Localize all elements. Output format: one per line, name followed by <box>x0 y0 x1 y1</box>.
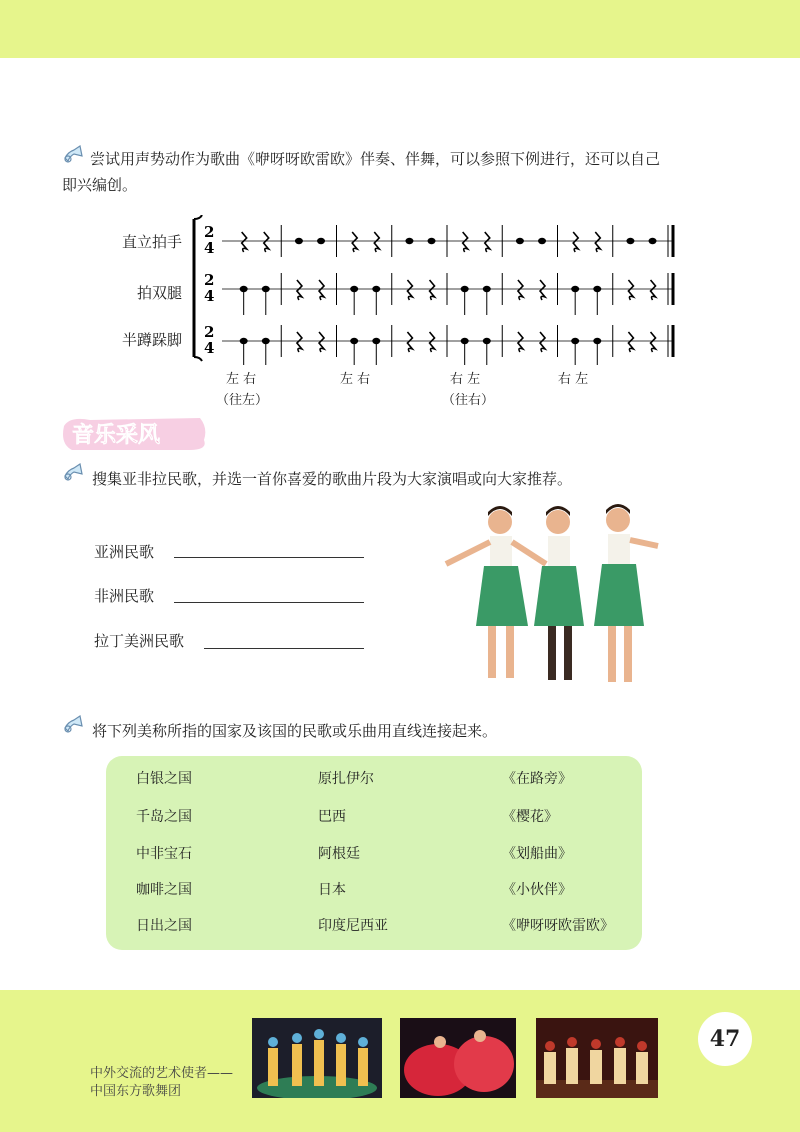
rest-mark <box>540 332 545 352</box>
time-sig-top-1: 2 <box>204 223 215 241</box>
singers-photo <box>436 502 662 694</box>
foot-label-3: 右 左 <box>450 372 481 387</box>
nickname-item[interactable]: 中非宝石 <box>136 846 192 862</box>
field-line-africa[interactable] <box>174 602 364 603</box>
nickname-item[interactable]: 日出之国 <box>136 918 192 934</box>
song-item[interactable]: 《划船曲》 <box>502 846 572 862</box>
rest-mark <box>297 332 302 352</box>
foot-label-2: 左 右 <box>340 372 371 387</box>
nickname-item[interactable]: 咖啡之国 <box>136 882 192 898</box>
section-title-banner <box>60 414 210 454</box>
country-item[interactable]: 阿根廷 <box>318 846 360 862</box>
horn-icon <box>62 142 84 164</box>
field-line-asia[interactable] <box>174 557 364 558</box>
time-sig-bottom-3: 4 <box>204 339 215 357</box>
task2-text: 搜集亚非拉民歌，并选一首你喜爱的歌曲片段为大家演唱或向大家推荐。 <box>92 470 573 488</box>
rest-mark <box>651 280 656 300</box>
field-label-asia: 亚洲民歌 <box>94 543 155 561</box>
rest-mark <box>319 332 324 352</box>
note-head <box>317 238 325 244</box>
rest-mark <box>628 332 633 352</box>
score-row-label-stomp: 半蹲跺脚 <box>121 331 182 349</box>
song-item[interactable]: 《咿呀呀欧雷欧》 <box>502 918 614 934</box>
horn-icon <box>62 460 84 482</box>
note-head <box>538 238 546 244</box>
time-sig-top-3: 2 <box>204 323 215 341</box>
rest-mark <box>628 280 633 300</box>
section-title: 音乐采风 <box>72 423 161 448</box>
rest-mark <box>463 232 468 252</box>
rhythm-score <box>186 215 682 365</box>
task3-text: 将下列美称所指的国家及该国的民歌或乐曲用直线连接起来。 <box>92 722 498 740</box>
horn-icon <box>62 712 84 734</box>
task1-line1: 尝试用声势动作为歌曲《咿呀呀欧雷欧》伴奏、伴舞，可以参照下例进行，还可以自己 <box>90 150 661 168</box>
note-head <box>295 238 303 244</box>
rest-mark <box>352 232 357 252</box>
song-item[interactable]: 《樱花》 <box>502 809 558 825</box>
field-label-africa: 非洲民歌 <box>94 587 155 605</box>
dance-photo-2 <box>400 1018 516 1098</box>
rest-mark <box>430 280 435 300</box>
top-band <box>0 0 800 58</box>
rest-mark <box>264 232 269 252</box>
note-head <box>626 238 634 244</box>
rest-mark <box>540 280 545 300</box>
caption-line1: 中外交流的艺术使者—— <box>90 1066 234 1081</box>
foot-label-1: 左 右 <box>226 372 257 387</box>
country-item[interactable]: 原扎伊尔 <box>318 771 374 787</box>
nickname-item[interactable]: 千岛之国 <box>136 809 192 825</box>
score-row-label-clap: 直立拍手 <box>121 233 182 251</box>
rest-mark <box>374 232 379 252</box>
country-item[interactable]: 日本 <box>318 882 346 898</box>
song-item[interactable]: 《在路旁》 <box>502 771 572 787</box>
task1-line2: 即兴编创。 <box>62 176 138 194</box>
country-item[interactable]: 巴西 <box>318 809 346 825</box>
country-item[interactable]: 印度尼西亚 <box>318 918 388 934</box>
note-head <box>405 238 413 244</box>
time-sig-top-2: 2 <box>204 271 215 289</box>
field-label-latin-america: 拉丁美洲民歌 <box>94 632 185 650</box>
rest-mark <box>319 280 324 300</box>
rest-mark <box>518 280 523 300</box>
rest-mark <box>485 232 490 252</box>
rest-mark <box>518 332 523 352</box>
time-sig-bottom-2: 4 <box>204 287 215 305</box>
direction-label-left: （往左） <box>216 393 269 408</box>
direction-label-right: （往右） <box>442 393 495 408</box>
note-head <box>428 238 436 244</box>
nickname-item[interactable]: 白银之国 <box>136 771 192 787</box>
song-item[interactable]: 《小伙伴》 <box>502 882 572 898</box>
dance-photo-3 <box>536 1018 658 1098</box>
time-sig-bottom-1: 4 <box>204 239 215 257</box>
field-line-latin-america[interactable] <box>204 648 364 649</box>
rest-mark <box>651 332 656 352</box>
dance-photo-1 <box>252 1018 382 1098</box>
rest-mark <box>297 280 302 300</box>
rest-mark <box>430 332 435 352</box>
caption-line2: 中国东方歌舞团 <box>90 1084 182 1099</box>
foot-label-4: 右 左 <box>558 372 589 387</box>
note-head <box>516 238 524 244</box>
rest-mark <box>573 232 578 252</box>
rest-mark <box>407 332 412 352</box>
rest-mark <box>242 232 247 252</box>
note-head <box>649 238 657 244</box>
page-number: 47 <box>698 1012 752 1066</box>
rest-mark <box>407 280 412 300</box>
rest-mark <box>595 232 600 252</box>
score-row-label-thigh: 拍双腿 <box>136 284 182 302</box>
matching-panel <box>106 756 642 950</box>
